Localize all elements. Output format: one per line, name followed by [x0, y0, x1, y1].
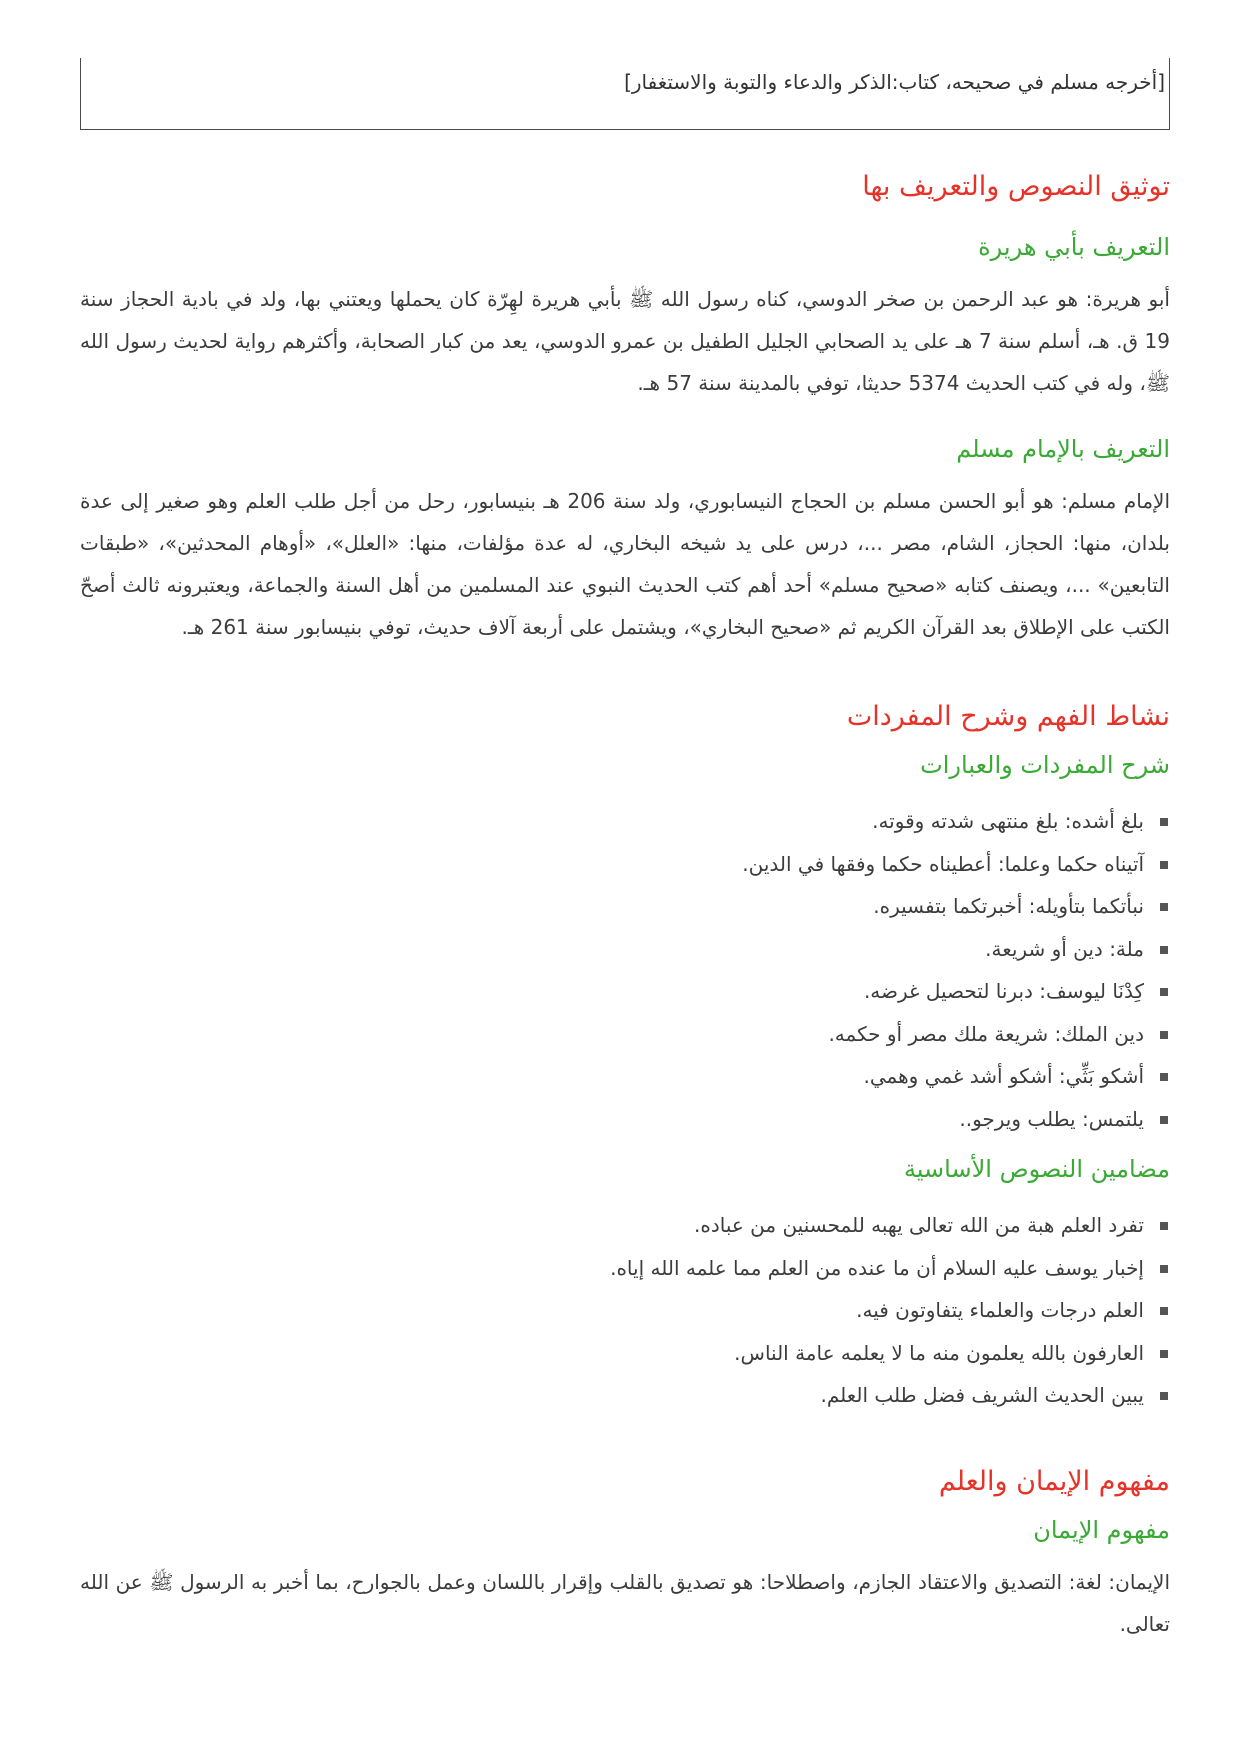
list-item: العارفون بالله يعلمون منه ما لا يعلمه عامة الناس. [80, 1332, 1170, 1375]
section-title-documentation: توثيق النصوص والتعريف بها [862, 171, 1170, 202]
bullet-square-icon [1160, 1307, 1168, 1315]
bullet-square-icon [1160, 1031, 1168, 1039]
list-item: آتيناه حكما وعلما: أعطيناه حكما وفقها في الدين. [80, 843, 1170, 886]
bullet-square-icon [1160, 946, 1168, 954]
bullet-square-icon [1160, 988, 1168, 996]
bullet-square-icon [1160, 1073, 1168, 1081]
list-item: ملة: دين أو شريعة. [80, 928, 1170, 971]
paragraph-imam-muslim: الإمام مسلم: هو أبو الحسن مسلم بن الحجاج النيسابوري، ولد سنة 206 هـ بنيسابور، رحل من أجل طلب العلم وهو صغير إلى عدة بلدان، منها: الحجاز، الشام، مصر ...، درس على يد شيخه البخاري، له عدة مؤلفات، منها: «العلل»، «أوهام المحدثين»، «طبقات التابعين» ...، ويصنف كتابه «صحيح مسلم» أحد أهم كتب الحديث النبوي عند المسلمين من أهل السنة والجماعة، ويعتبرونه ثالث أصحّ الكتب على الإطلاق بعد القرآن الكريم ثم «صحيح البخاري»، ويشتمل على أربعة آلاف حديث، توفي بنيسابور سنة 261 هـ. [80, 489, 1170, 639]
bullet-square-icon [1160, 903, 1168, 911]
source-note: [أخرجه مسلم في صحيحه، كتاب:الذكر والدعاء والتوبة والاستغفار] [624, 70, 1165, 94]
list-item: يلتمس: يطلب ويرجو.. [80, 1098, 1170, 1141]
paragraph-abu-hurairah: أبو هريرة: هو عبد الرحمن بن صخر الدوسي، كناه رسول الله ﷺ بأبي هريرة لهِرّة كان يحملها ويعتني بها، ولد في بادية الحجاز سنة 19 ق. هـ، أسلم سنة 7 هـ على يد الصحابي الجليل الطفيل بن عمرو الدوسي، يعد من كبار الصحابة، وأكثرهم رواية لحديث رسول الله ﷺ، وله في كتب الحديث 5374 حديثا، توفي بالمدينة سنة 57 هـ. [80, 287, 1170, 395]
list-item: نبأتكما بتأويله: أخبرتكما بتفسيره. [80, 885, 1170, 928]
list-item: بلغ أشده: بلغ منتهى شدته وقوته. [80, 800, 1170, 843]
list-item: العلم درجات والعلماء يتفاوتون فيه. [80, 1289, 1170, 1332]
list-item: يبين الحديث الشريف فضل طلب العلم. [80, 1374, 1170, 1417]
section-title-comprehension: نشاط الفهم وشرح المفردات [846, 701, 1170, 732]
subsection-title-faith-concept: مفهوم الإيمان [1033, 1515, 1170, 1544]
vocabulary-list [80, 800, 1170, 1140]
subsection-title-core-contents: مضامين النصوص الأساسية [903, 1155, 1170, 1183]
source-note-box [80, 58, 1170, 130]
list-item: تفرد العلم هبة من الله تعالى يهبه للمحسنين من عباده. [80, 1204, 1170, 1247]
bullet-square-icon [1160, 1392, 1168, 1400]
bullet-square-icon [1160, 1116, 1168, 1124]
bullet-square-icon [1160, 1222, 1168, 1230]
bullet-square-icon [1160, 1265, 1168, 1273]
core-contents-list [80, 1204, 1170, 1417]
list-item: كِدْنَا ليوسف: دبرنا لتحصيل غرضه. [80, 970, 1170, 1013]
bullet-square-icon [1160, 861, 1168, 869]
list-item: دين الملك: شريعة ملك مصر أو حكمه. [80, 1013, 1170, 1056]
subsection-title-abu-hurairah: التعريف بأبي هريرة [978, 233, 1170, 261]
section-title-faith-and-knowledge: مفهوم الإيمان والعلم [938, 1465, 1170, 1497]
subsection-title-imam-muslim: التعريف بالإمام مسلم [956, 435, 1170, 463]
list-item: أشكو بَثِّي: أشكو أشد غمي وهمي. [80, 1055, 1170, 1098]
list-item: إخبار يوسف عليه السلام أن ما عنده من العلم مما علمه الله إياه. [80, 1247, 1170, 1290]
bullet-square-icon [1160, 1350, 1168, 1358]
bullet-square-icon [1160, 818, 1168, 826]
main-content [80, 162, 1170, 1655]
paragraph-faith-concept: الإيمان: لغة: التصديق والاعتقاد الجازم، واصطلاحا: هو تصديق بالقلب وإقرار باللسان وعمل بالجوارح، بما أخبر به الرسول ﷺ عن الله تعالى. [80, 1569, 1170, 1636]
subsection-title-vocabulary: شرح المفردات والعبارات [920, 751, 1170, 779]
